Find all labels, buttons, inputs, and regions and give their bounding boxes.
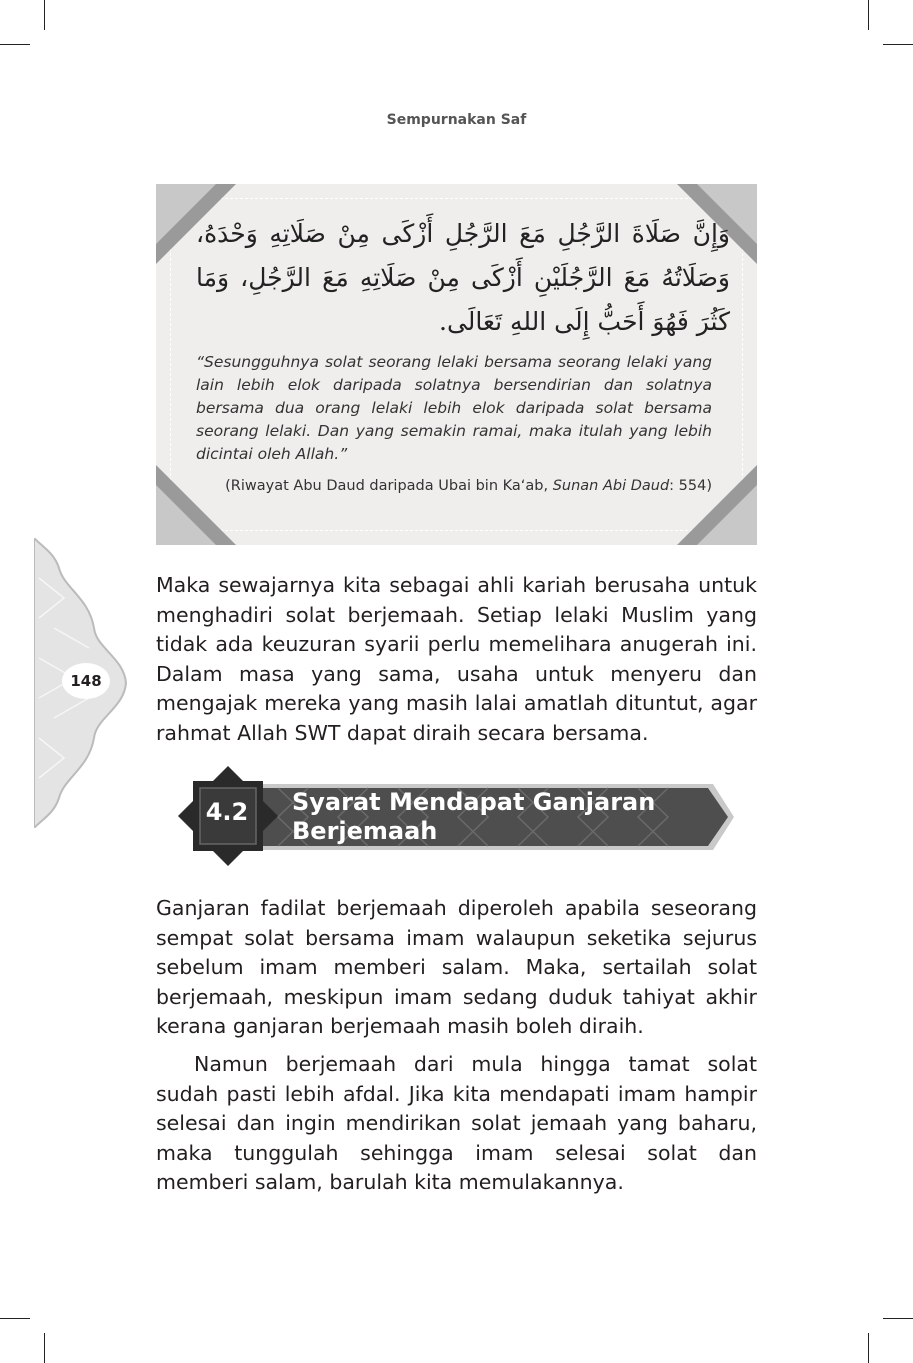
crop-mark xyxy=(0,1318,30,1319)
section-title xyxy=(292,788,655,846)
crop-mark xyxy=(868,1333,869,1363)
reference-book: Sunan Abi Daud xyxy=(552,478,670,494)
corner-ornament xyxy=(156,465,236,545)
crop-mark xyxy=(44,1333,45,1363)
corner-ornament xyxy=(677,465,757,545)
crop-mark xyxy=(883,44,913,45)
body-paragraph: Ganjaran fadilat berjemaah diperoleh apabila seseorang sempat solat bersama imam walaupun seketika sejurus sebelum imam memberi salam. Maka, sertailah solat berjemaah, meskipun imam sedang duduk tahiyat akhir kerana ganjaran berjemaah masih boleh diraih. xyxy=(156,896,757,1039)
hadith-translation: “Sesungguhnya solat seorang lelaki bersama seorang lelaki yang lain lebih elok daripada solatnya bersendirian dan solatnya bersama dua orang lelaki lebih elok daripada solat bersama seorang lelaki. Dan yang semakin ramai, maka itulah yang lebih dicintai oleh Allah.” xyxy=(196,353,712,463)
running-header: Sempurnakan Saf xyxy=(386,112,527,128)
section-title-line: Berjemaah xyxy=(292,817,438,845)
page-number: 148 xyxy=(62,663,110,699)
crop-mark xyxy=(883,1318,913,1319)
body-paragraph: Namun berjemaah dari mula hingga tamat solat sudah pasti lebih afdal. Jika kita mendapati imam hampir selesai dan ingin mendirikan solat jemaah yang baharu, maka tunggulah sehingga imam selesai solat dan memberi salam, barulah kita memulakannya. xyxy=(156,1052,757,1195)
reference-text: (Riwayat Abu Daud daripada Ubai bin Ka‘ab, xyxy=(225,478,553,494)
section-number: 4.2 xyxy=(205,798,249,826)
section-title-line: Syarat Mendapat Ganjaran xyxy=(292,788,656,816)
hadith-reference xyxy=(196,478,712,494)
crop-mark xyxy=(0,44,30,45)
crop-mark xyxy=(44,0,45,30)
crop-mark xyxy=(868,0,869,30)
reference-number: : 554) xyxy=(669,478,712,494)
body-paragraph: Maka sewajarnya kita sebagai ahli kariah berusaha untuk menghadiri solat berjemaah. Setiap lelaki Muslim yang tidak ada keuzuran syarii perlu memelihara anugerah ini. Dalam masa yang sama, usaha untuk menyeru dan mengajak mereka yang masih lalai amatlah dituntut, agar rahmat Allah SWT dapat diraih secara bersama. xyxy=(156,573,757,745)
hadith-arabic: وَإِنَّ صَلَاةَ الرَّجُلِ مَعَ الرَّجُلِ أَزْكَى مِنْ صَلَاتِهِ وَحْدَهُ، وَصَلَاتُهُ مَعَ الرَّجُلَيْنِ أَزْكَى مِنْ صَلَاتِهِ مَعَ الرَّجُلِ، وَمَا كَثُرَ فَهُوَ أَحَبُّ إِلَى اللهِ تَعَالَى. xyxy=(196,219,730,336)
